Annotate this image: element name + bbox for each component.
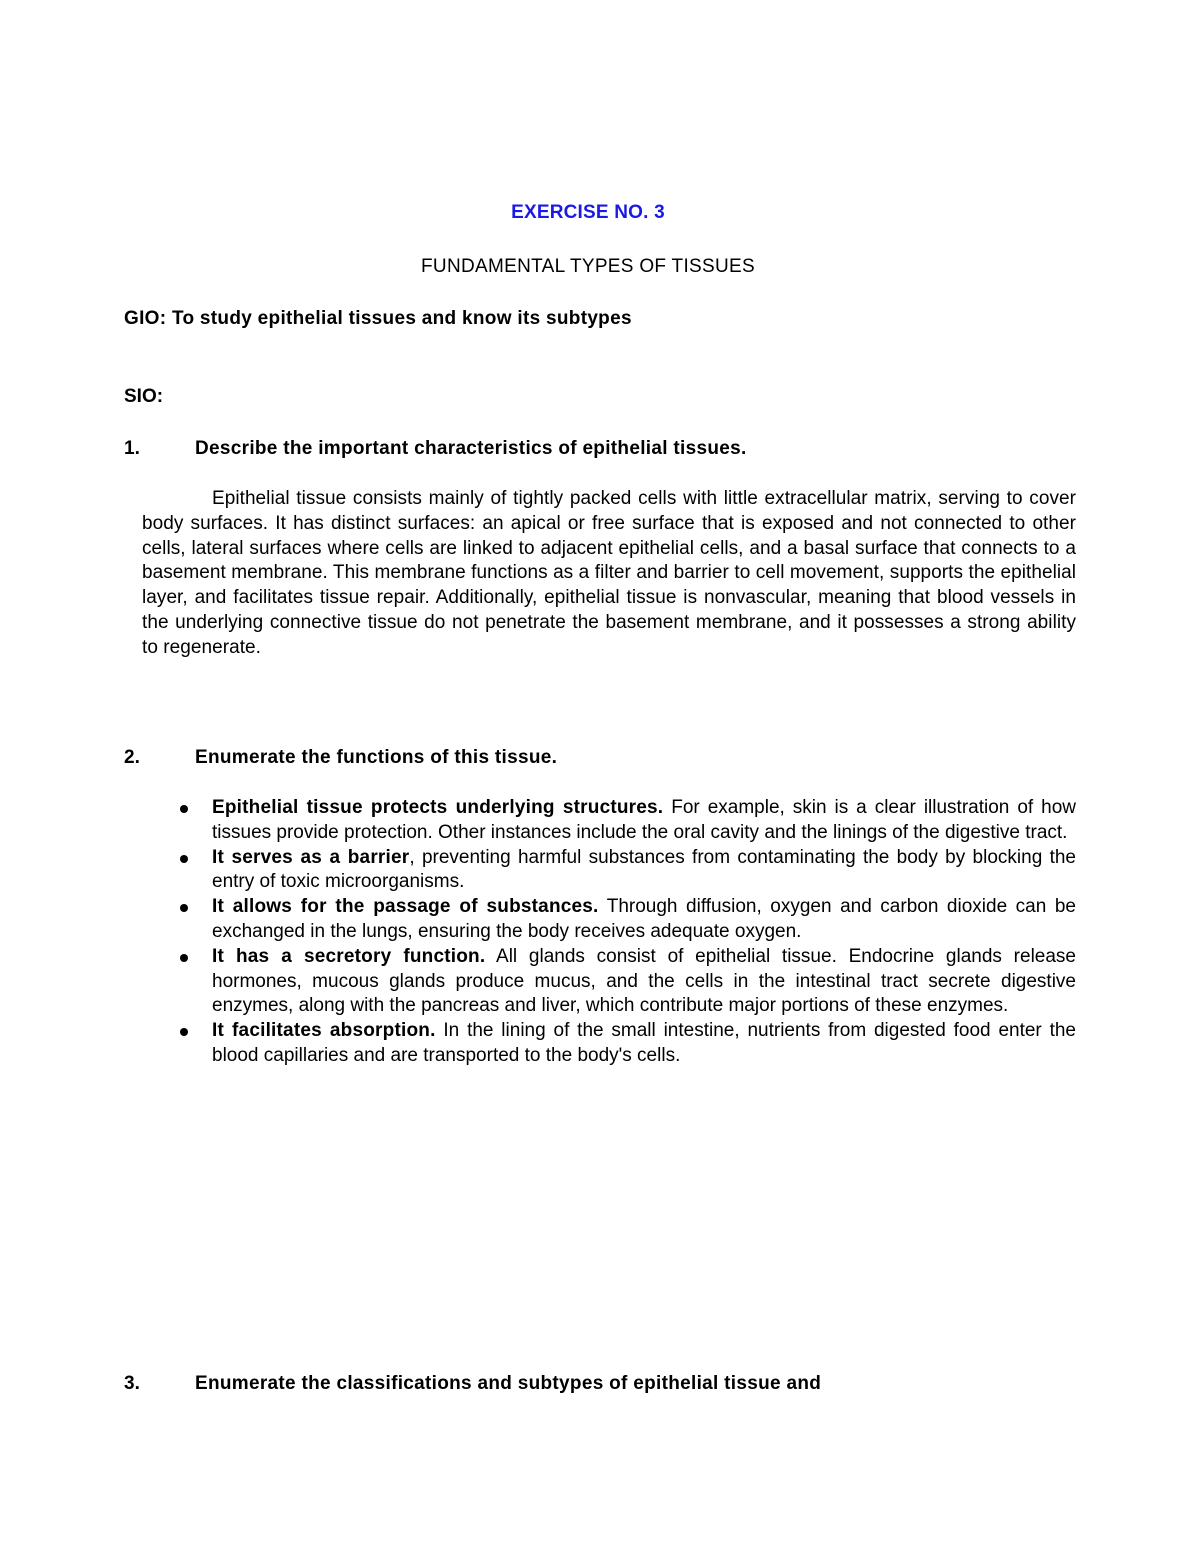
list-item-text: , preventing harmful substances from contaminating the body by blocking the entry of toxic microorganisms. — [212, 846, 1076, 893]
list-item-lead: It has a secretory function. — [212, 945, 486, 967]
bullet-icon — [180, 954, 188, 962]
list-item-lead: It allows for the passage of substances. — [212, 896, 599, 918]
question-2-number: 2. — [124, 747, 140, 768]
list-item-lead: It serves as a barrier — [212, 846, 410, 868]
list-item — [176, 796, 1076, 846]
bullet-icon — [180, 855, 188, 863]
functions-list — [176, 796, 1076, 1069]
bullet-icon — [180, 805, 188, 813]
list-item — [176, 1019, 1076, 1069]
bullet-icon — [180, 1028, 188, 1036]
question-3-number: 3. — [124, 1373, 140, 1394]
question-1-answer: Epithelial tissue consists mainly of tightly packed cells with little extracellular matrix, serving to cover body surfaces. It has distinct surfaces: an apical or free surface that is exposed and not connected to other cells, lateral surfaces where cells are linked to adjacent epithelial cells, and a basal surface that connects to a basement membrane. This membrane functions as a filter and barrier to cell movement, supports the epithelial layer, and facilitates tissue repair. Additionally, epithelial tissue is nonvascular, meaning that blood vessels in the underlying connective tissue do not penetrate the basement membrane, and it possesses a strong ability to regenerate. — [142, 488, 1076, 658]
list-item-lead: It facilitates absorption. — [212, 1020, 436, 1042]
list-item-text: Through diffusion, oxygen and carbon dioxide can be exchanged in the lungs, ensuring the body receives adequate oxygen. — [212, 896, 1076, 942]
question-1-number: 1. — [124, 438, 140, 459]
list-item-lead: Epithelial tissue protects underlying structures. — [212, 797, 664, 818]
question-1-text: Describe the important characteristics of epithelial tissues. — [195, 438, 747, 459]
sio-label: SIO: — [124, 386, 164, 407]
exercise-title: EXERCISE NO. 3 — [511, 202, 665, 223]
list-item — [176, 945, 1076, 1019]
question-2-text: Enumerate the functions of this tissue. — [195, 747, 558, 768]
gio-statement: GIO: To study epithelial tissues and know its subtypes — [124, 308, 632, 329]
list-item-text: For example, skin is a clear illustration of how tissues provide protection. Other instances include the oral cavity and the linings of the digestive tract. — [212, 797, 1076, 843]
list-item — [176, 895, 1076, 945]
list-item-text: All glands consist of epithelial tissue. Endocrine glands release hormones, mucous glands produce mucus, and the cells in the intestinal tract secrete digestive enzymes, along with the pancreas and liver, which contribute major portions of these enzymes. — [212, 945, 1076, 1017]
question-3-text: Enumerate the classifications and subtypes of epithelial tissue and — [195, 1373, 822, 1394]
document-subtitle: FUNDAMENTAL TYPES OF TISSUES — [421, 256, 755, 277]
bullet-icon — [180, 904, 188, 912]
list-item-text: In the lining of the small intestine, nutrients from digested food enter the blood capillaries and are transported to the body's cells. — [212, 1020, 1076, 1066]
list-item — [176, 846, 1076, 896]
